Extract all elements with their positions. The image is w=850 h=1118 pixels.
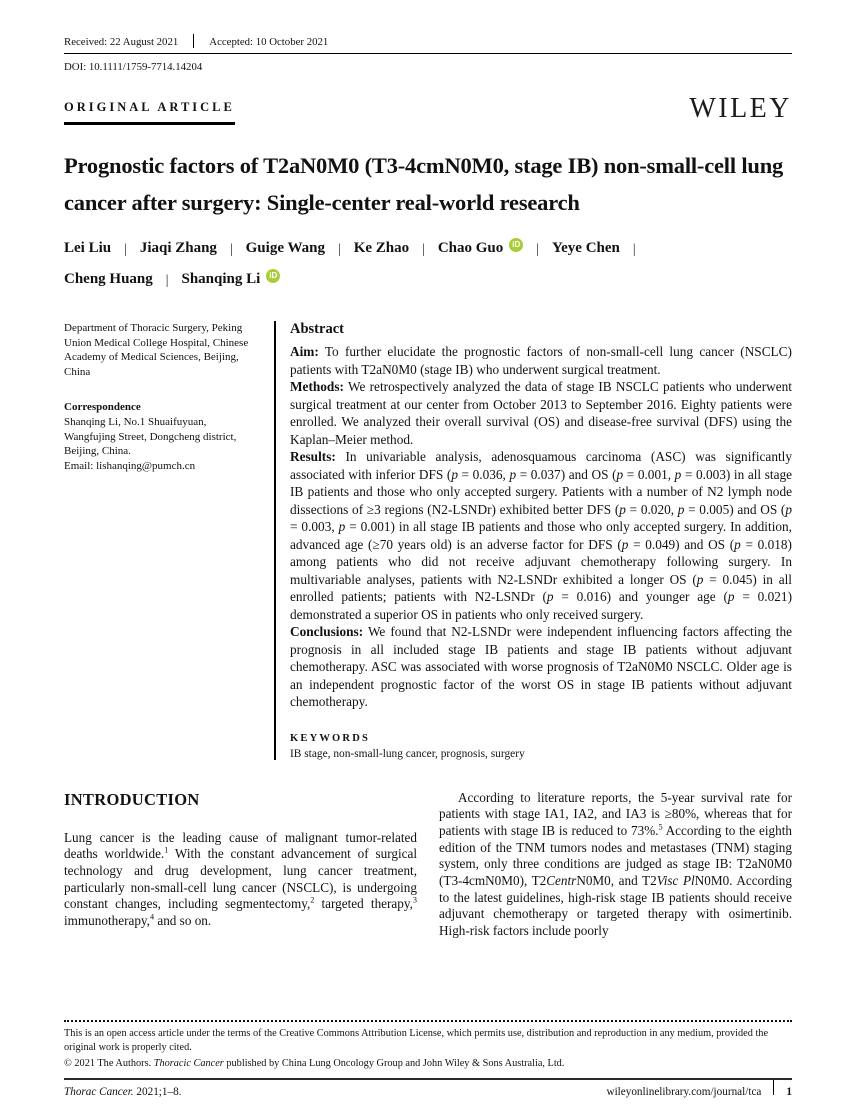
sidebar [64,321,274,760]
author-name: Lei Liu [64,240,112,256]
orcid-icon[interactable]: iD [266,269,280,283]
author-name: Yeye Chen [551,240,620,256]
article-body [64,790,792,940]
page-number: 1 [786,1086,792,1098]
author-name: Ke Zhao [353,240,410,256]
article-type-row [64,93,792,125]
body-column-right [439,790,792,940]
abstract-section-label: Aim: [290,344,319,359]
abstract-paragraph [290,448,792,623]
author-separator: | [229,241,233,256]
author-separator: | [632,241,636,256]
article-type-label: ORIGINAL ARTICLE [64,100,235,125]
license-text: This is an open access article under the terms of the Creative Commons Attribution License, which permits use, distribution and reproduction in any medium, provided the original work is properly cited. [64,1028,769,1053]
author-separator: | [165,272,169,287]
abstract-section-label: Conclusions: [290,624,364,639]
abstract-section-label: Methods: [290,379,344,394]
keywords-list: IB stage, non-small-lung cancer, prognosis, surgery [290,747,525,760]
abstract-section-text: We found that N2-LSNDr were independent influencing factors affecting the prognosis in all included stage IB patients and stage IB patients without adjuvant chemotherapy. ASC was associated with worse prognosis of T2aN0M0 NSCLC. Older age is an independent prognostic factor of the worst OS in stage IB patients without adjuvant chemotherapy. [290,624,792,709]
article-title: Prognostic factors of T2aN0M0 (T3-4cmN0M0, stage IB) non-small-cell lung cancer after surgery: Single-center real-world research [64,153,784,215]
correspondence-email[interactable]: Email: lishanqing@pumch.cn [64,459,196,472]
abstract-section-text: In univariable analysis, adenosquamous carcinoma (ASC) was significantly associated with inferior DFS (p = 0.036, p = 0.037) and OS (p = 0.001, p = 0.003) in all stage IB patients and those who only accepted surgery. Patients with a number of N2 lymph node dissections of ≥3 regions (N2-LSNDr) exhibited better DFS (p = 0.020, p = 0.005) and OS (p = 0.003, p = 0.001) in all stage IB patients and those who only accepted surgery. In addition, advanced age (≥70 years old) is an adverse factor for DFS (p = 0.049) and OS (p = 0.018) among patients who did not receive adjuvant chemotherapy following surgery. In multivariable analyses, patients with N2-LSNDr exhibited a longer OS (p = 0.045) in all enrolled patients; patients with N2-LSNDr (p = 0.016) and younger age (p = 0.021) demonstrated a superior OS in patients who only received surgery. [290,449,793,622]
wiley-logo: WILEY [689,93,792,124]
copyright-text: © 2021 The Authors. Thoracic Cancer published by China Lung Oncology Group and John Wiley & Sons Australia, Ltd. [64,1058,565,1069]
affiliation: Department of Thoracic Surgery, Peking Union Medical College Hospital, Chinese Academy of Medical Sciences, Beijing, China [64,322,249,378]
abstract-heading: Abstract [290,321,344,337]
abstract-block [64,321,792,760]
abstract-section-label: Results: [290,449,336,464]
correspondence-address: Shanqing Li, No.1 Shuaifuyuan, Wangfujing Street, Dongcheng district, Beijing, China. [64,415,237,458]
dotted-divider [64,1020,792,1022]
abstract-section-text: We retrospectively analyzed the data of stage IB NSCLC patients who underwent surgical treatment at our center from October 2013 to September 2016. Eighty patients were enrolled. We analyzed their overall survival (OS) and disease-free survival (DFS) using the Kaplan–Meier method. [290,379,792,447]
keywords-heading: KEYWORDS [290,732,371,744]
page-footer [64,1020,792,1098]
author-name: Shanqing Li [181,271,261,287]
doi-link[interactable]: DOI: 10.1111/1759-7714.14204 [64,61,203,73]
meta-divider [193,34,194,48]
introduction-heading: INTRODUCTION [64,789,200,809]
orcid-icon[interactable]: iD [509,238,523,252]
author-separator: | [124,241,127,256]
abstract-paragraph [290,378,792,448]
received-accepted-bar [64,36,792,54]
abstract-body [290,343,792,711]
author-name: Jiaqi Zhang [139,240,217,256]
page-number-divider [773,1080,774,1095]
footer-info-row [64,1080,792,1098]
introduction-paragraph-2: According to literature reports, the 5-year survival rate for patients with stage IA1, IA2, and IA3 is ≥80%, whereas that for patients with stage IB is reduced to 73%.$^5$ According to the eighth edition of the TNM tumors nodes and metastases (TNM) staging system, only three conditions are judged as stage IB: T2aN0M0 (T3-4cmN0M0), T2CentrN0M0, and T2Visc PlN0M0. According to the latest guidelines, high-risk stage IB patients should receive adjuvant chemotherapy or targeted therapy with osimertinib. High-risk factors include poorly [439,789,792,939]
accepted-date: Accepted: 10 October 2021 [209,36,329,48]
footer-right [606,1086,792,1098]
abstract-paragraph [290,623,792,711]
introduction-paragraph-1: Lung cancer is the leading cause of malignant tumor-related deaths worldwide.$^1$ With the constant advancement of surgical technology and drug development, lung cancer treatment, particularly non-small-cell lung cancer (NSCLC), is undergoing constant changes, including segmentectomy,$^2$ targeted therapy,$^3$ immunotherapy,$^4$ and so on. [64,829,417,929]
author-name: Cheng Huang [64,271,153,287]
abstract-paragraph [290,343,792,378]
author-separator: | [536,241,539,256]
author-separator: | [337,241,341,256]
author-name: Guige Wang [245,240,325,256]
abstract-section-text: To further elucidate the prognostic factors of non-small-cell lung cancer (NSCLC) patients with T2aN0M0 (stage IB) who underwent surgical treatment. [290,344,792,377]
author-separator: | [422,241,425,256]
abstract-column [274,321,792,760]
author-name: Chao Guo [437,240,504,256]
page-header [64,36,792,125]
body-column-left [64,790,417,940]
journal-url[interactable]: wileyonlinelibrary.com/journal/tca [606,1086,762,1098]
author-list [64,233,792,295]
journal-citation: Thorac Cancer. 2021;1–8. [64,1086,182,1098]
received-date: Received: 22 August 2021 [64,36,179,48]
correspondence-heading: Correspondence [64,401,141,414]
